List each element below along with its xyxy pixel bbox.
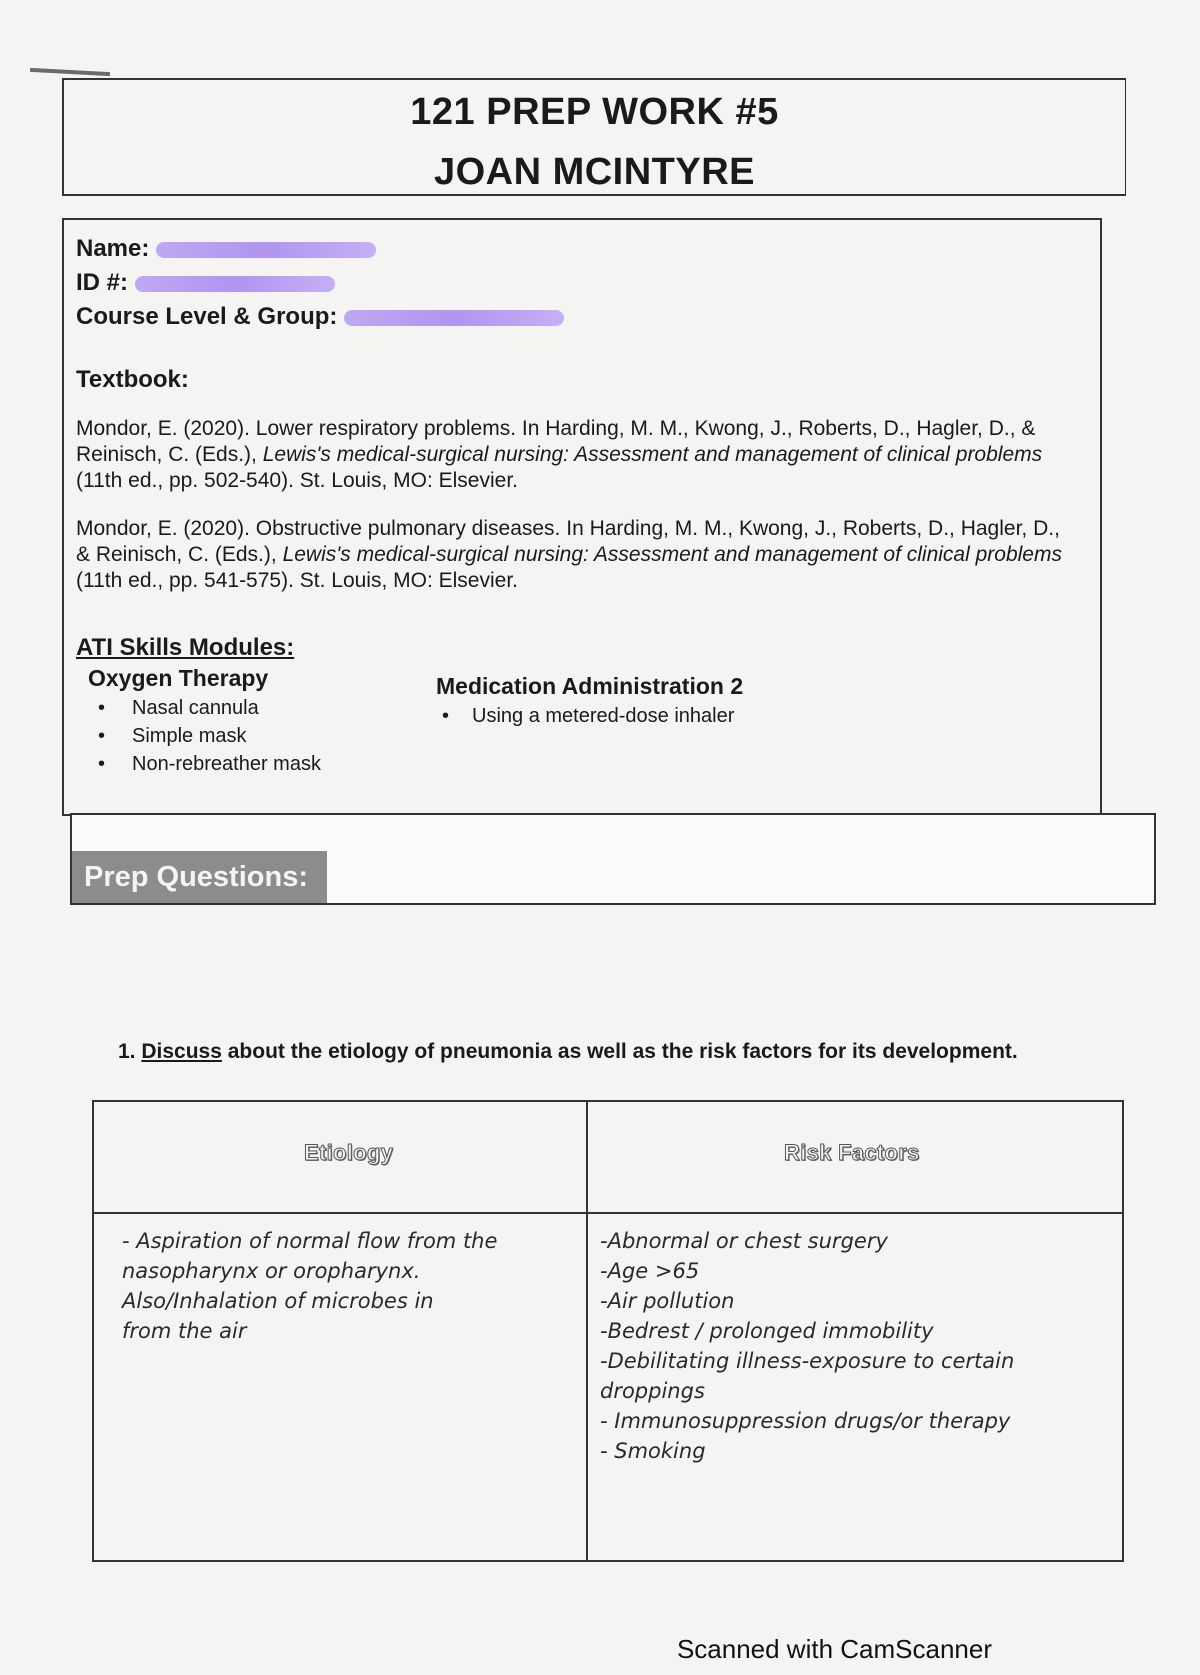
scanner-watermark: Scanned with CamScanner [676,1634,992,1664]
list-item: • Using a metered-dose inhaler [436,702,743,730]
list-item: • Non-rebreather mask [76,750,436,778]
name-label: Name: [76,235,150,262]
table-divider-vertical [586,1102,588,1560]
page-edge-mark [30,68,110,76]
question-number: 1. [118,1040,136,1063]
reference-1 [76,416,1076,494]
handwritten-line: - Smoking [600,1439,706,1463]
course-redaction [344,310,564,326]
etiology-answer [122,1226,572,1346]
info-box [62,218,1102,816]
handwritten-line: Also/Inhalation of microbes in [122,1289,434,1313]
answer-table [92,1100,1124,1562]
name-row [76,232,1088,266]
textbook-heading: Textbook: [76,366,189,393]
doc-subtitle: JOAN MCINTYRE [433,151,756,193]
ati-left-column [76,664,436,778]
question-1 [118,1040,1018,1064]
medication-admin-heading: Medication Administration 2 [436,673,744,699]
reference-1-authors: Mondor, E. (2020). Lower respiratory problems. In Harding, M. M., Kwong, J., Roberts, D., Hagler, D., & Reinisch, C. (Eds.), [76,417,1036,466]
handwritten-line: nasopharynx or oropharynx. [122,1259,421,1283]
handwritten-line: -Debilitating illness-exposure to certain [600,1349,1015,1373]
handwritten-line: - Aspiration of normal flow from the [122,1229,498,1253]
table-divider-horizontal [94,1212,1122,1214]
list-item: • Nasal cannula [76,694,436,722]
doc-title: 121 PREP WORK #5 [410,91,779,133]
title-box [62,78,1126,196]
reference-2-publisher: (11th ed., pp. 541-575). St. Louis, MO: Elsevier. [76,569,519,592]
handwritten-line: -Bedrest / prolonged immobility [600,1319,934,1343]
ati-right-column [436,672,743,778]
reference-1-title: Lewis's medical-surgical nursing: Assessment and management of clinical problems [262,443,1043,466]
reference-1-publisher: (11th ed., pp. 502-540). St. Louis, MO: Elsevier. [76,469,519,492]
oxygen-therapy-list [76,694,436,778]
reference-2-title: Lewis's medical-surgical nursing: Assessment and management of clinical problems [282,543,1062,566]
handwritten-line: -Age >65 [600,1259,700,1283]
reference-2-authors: Mondor, E. (2020). Obstructive pulmonary diseases. In Harding, M. M., Kwong, J., Roberts, D., Hagler, D., & Reinisch, C. (Eds.), [76,517,1060,566]
reference-2 [76,516,1076,594]
handwritten-line: droppings [600,1379,705,1403]
list-item: • Simple mask [76,722,436,750]
handwritten-line: - Immunosuppression drugs/or therapy [600,1409,1011,1433]
name-redaction [156,242,376,258]
id-row [76,266,1088,300]
risk-factors-answer [600,1226,1120,1466]
ati-heading: ATI Skills Modules: [76,634,295,661]
oxygen-therapy-heading: Oxygen Therapy [88,665,269,691]
prep-questions-label: Prep Questions: [72,851,327,903]
ati-columns [76,664,1088,778]
etiology-header: Etiology [304,1140,394,1165]
medication-admin-list [436,702,743,730]
risk-factors-header: Risk Factors [784,1140,920,1165]
prep-questions-bar [70,813,1156,905]
handwritten-line: -Air pollution [600,1289,735,1313]
handwritten-line: -Abnormal or chest surgery [600,1229,888,1253]
id-label: ID #: [76,269,129,296]
course-label: Course Level & Group: [76,303,338,330]
question-verb: Discuss [141,1040,222,1063]
course-row [76,300,1088,334]
id-redaction [135,276,335,292]
handwritten-line: from the air [122,1319,247,1343]
info-content [76,232,1088,778]
question-text: about the etiology of pneumonia as well as the risk factors for its development. [221,1040,1018,1063]
